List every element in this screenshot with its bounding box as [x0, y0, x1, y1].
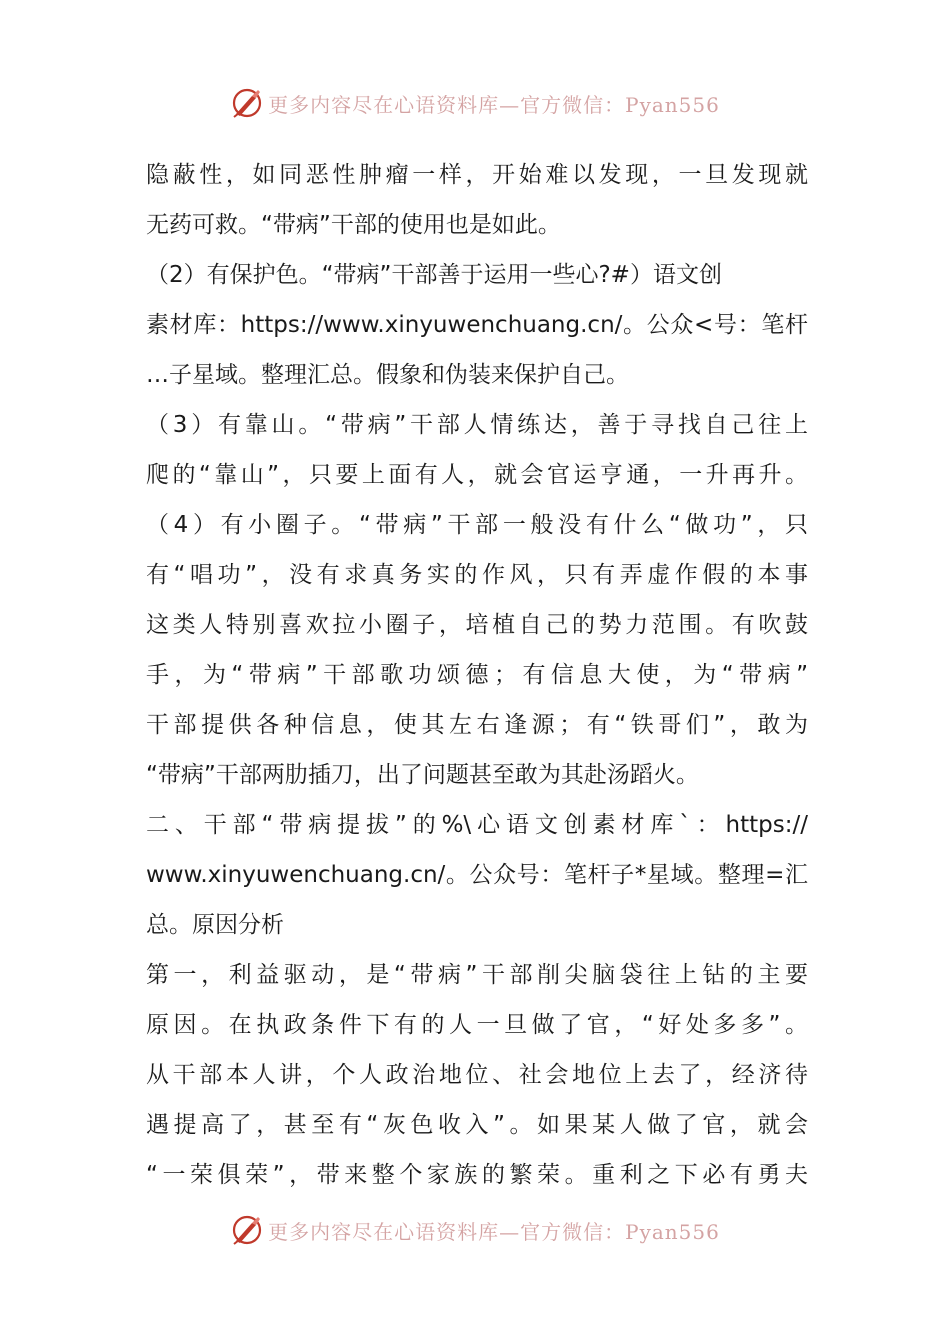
text-line: （3）有靠山。“带病”干部人情练达，善于寻找自己往上: [146, 412, 808, 438]
footer-banner-text: 更多内容尽在心语资料库—官方微信：Pyan556: [268, 1219, 720, 1244]
text-line: 素材库：https://www.xinyuwenchuang.cn/。公众<号：笔杆: [146, 312, 808, 338]
text-line: …子星域。整理汇总。假象和伪装来保护自己。: [146, 362, 629, 388]
text-line: 遇提高了，甚至有“灰色收入”。如果某人做了官，就会: [146, 1112, 808, 1138]
text-line: “一荣俱荣”，带来整个家族的繁荣。重利之下必有勇夫: [146, 1162, 808, 1188]
text-line: www.xinyuwenchuang.cn/。公众号：笔杆子*星域。整理=汇: [146, 862, 808, 888]
text-line: 这类人特别喜欢拉小圈子，培植自己的势力范围。有吹鼓: [146, 612, 808, 638]
text-line: （2）有保护色。“带病”干部善于运用一些心?#）语文创: [146, 262, 722, 288]
header-banner: [0, 83, 950, 123]
text-line: 二、干部“带病提拔”的%\心语文创素材库`：https://: [146, 812, 808, 838]
text-line: （4）有小圈子。“带病”干部一般没有什么“做功”，只: [146, 512, 808, 538]
text-line: 爬的“靠山”，只要上面有人，就会官运亨通，一升再升。: [146, 462, 808, 488]
pen-logo-icon: [230, 1213, 264, 1247]
text-line: 第一，利益驱动，是“带病”干部削尖脑袋往上钻的主要: [146, 962, 808, 988]
text-line: 无药可救。“带病”干部的使用也是如此。: [146, 212, 561, 238]
text-line: “带病”干部两肋插刀，出了问题甚至敢为其赴汤蹈火。: [146, 762, 699, 788]
header-banner-text: 更多内容尽在心语资料库—官方微信：Pyan556: [268, 92, 720, 117]
text-line: 原因。在执政条件下有的人一旦做了官，“好处多多”。: [146, 1012, 808, 1038]
pen-logo-icon: [230, 86, 264, 120]
text-line: 手，为“带病”干部歌功颂德；有信息大使，为“带病”: [146, 662, 808, 688]
footer-banner: [0, 1210, 950, 1250]
text-line: 有“唱功”，没有求真务实的作风，只有弄虚作假的本事: [146, 562, 808, 588]
document-body: [146, 150, 808, 1200]
text-line: 隐蔽性，如同恶性肿瘤一样，开始难以发现，一旦发现就: [146, 162, 808, 188]
text-line: 干部提供各种信息，使其左右逢源；有“铁哥们”，敢为: [146, 712, 808, 738]
text-line: 从干部本人讲，个人政治地位、社会地位上去了，经济待: [146, 1062, 808, 1088]
text-line: 总。原因分析: [146, 912, 284, 938]
